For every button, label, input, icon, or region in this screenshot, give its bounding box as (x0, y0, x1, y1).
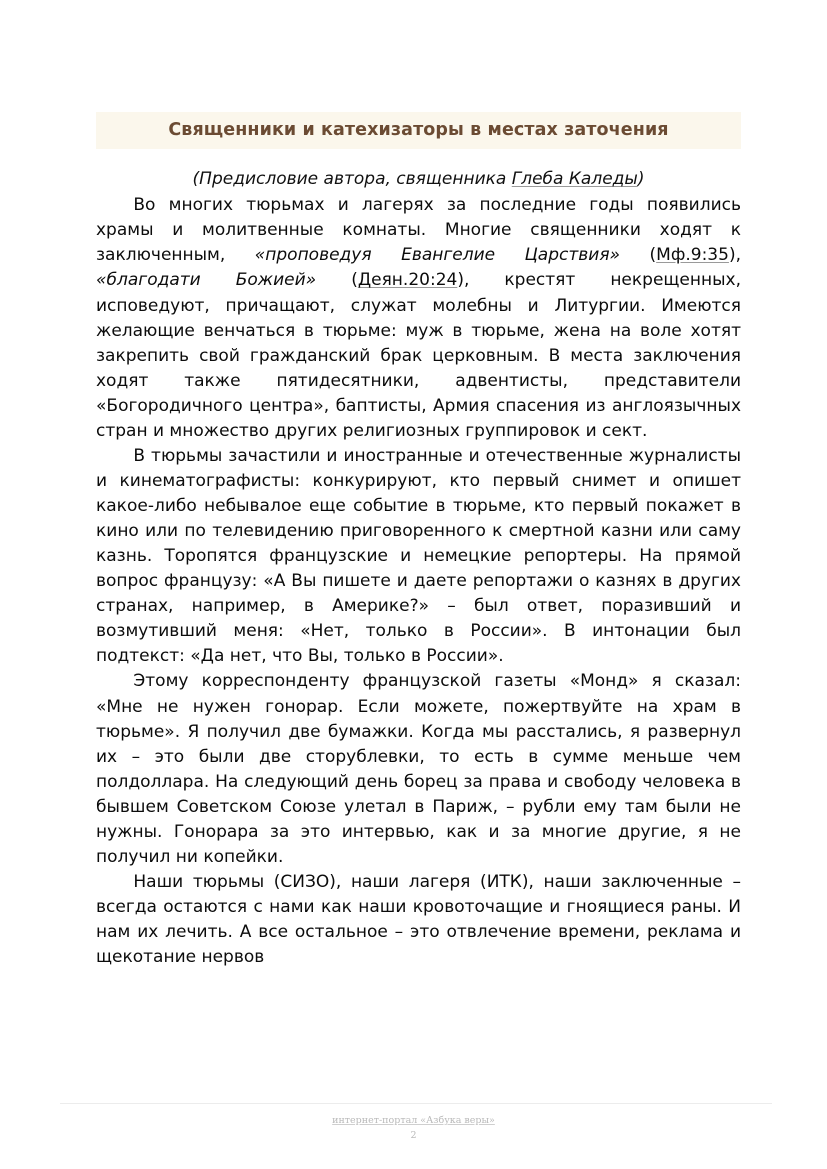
page-title: Священники и катехизаторы в местах заточения (168, 120, 669, 140)
paragraph-1 (96, 193, 741, 444)
author-link[interactable]: Глеба Каледы (511, 169, 638, 190)
paragraph-2: В тюрьмы зачастили и иностранные и отечественные журналисты и кинематографисты: конкурируют, кто первый снимет и опишет какое-либо небывалое еще событие в тюрьме, кто первый покажет в кино или по телевидению приговоренного к смертной казни или саму казнь. Торопятся французские и немецкие репортеры. На прямой вопрос французу: «А Вы пишете и даете репортажи о казнях в других странах, например, в Америке?» – был ответ, поразивший и возмутивший меня: «Нет, только в России». В интонации был подтекст: «Да нет, что Вы, только в России». (96, 445, 741, 667)
subtitle-prefix: (Предисловие автора, священника (192, 169, 512, 190)
author-preface-line (96, 167, 741, 191)
page-number: 2 (410, 1129, 417, 1141)
subtitle-suffix: ) (637, 169, 645, 190)
scripture-reference-link-2[interactable]: Деян.20:24 (357, 270, 458, 291)
document-title-band (96, 112, 741, 149)
footer-divider (60, 1103, 772, 1104)
paragraph-3: Этому корреспонденту французской газеты «Монд» я сказал: «Мне не нужен гонорар. Если можете, пожертвуйте на храм в тюрьме». Я получил две бумажки. Когда мы расстались, я развернул их – это были две сторублевки, то есть в сумме меньше чем полдоллара. На следующий день борец за права и свободу человека в бывшем Советском Союзе улетал в Париж, – рубли ему там были не нужны. Гонорара за это интервью, как и за многие другие, я не получил ни копейки. (96, 671, 741, 867)
paragraph-4: Наши тюрьмы (СИЗО), наши лагеря (ИТК), наши заключенные – всегда остаются с нами как наши кровоточащие и гноящиеся раны. И нам их лечить. А все остальное – это отвлечение времени, реклама и щекотание нервов (96, 871, 741, 968)
p1-segment-2: ( (620, 245, 657, 266)
p1-segment-3: ), (728, 245, 741, 266)
scripture-quote-2: «благодати Божией» (96, 270, 317, 291)
page-content (96, 112, 741, 970)
scripture-reference-link-1[interactable]: Мф.9:35 (656, 245, 729, 266)
p1-segment-1: Во многих тюрьмах и лагерях за последние годы появились храмы и молитвенные комнаты. Многие священники ходят к заключенным, (96, 195, 741, 266)
p1-segment-5: ), крестят некрещенных, исповедуют, причащают, служат молебны и Литургии. Имеются желающие венчаться в тюрьме: муж в тюрьме, жена на воле хотят закрепить свой гражданский брак церковным. В места заключения ходят также пятидесятники, адвентисты, представители «Богородичного центра», баптисты, Армия спасения из англоязычных стран и множество других религиозных группировок и сект. (96, 270, 741, 441)
p1-segment-4: ( (316, 270, 358, 291)
scripture-quote-1: «проповедуя Евангелие Царствия» (254, 245, 621, 266)
page-footer (0, 1108, 827, 1142)
portal-attribution-link[interactable]: интернет-портал «Азбука веры» (332, 1115, 495, 1126)
